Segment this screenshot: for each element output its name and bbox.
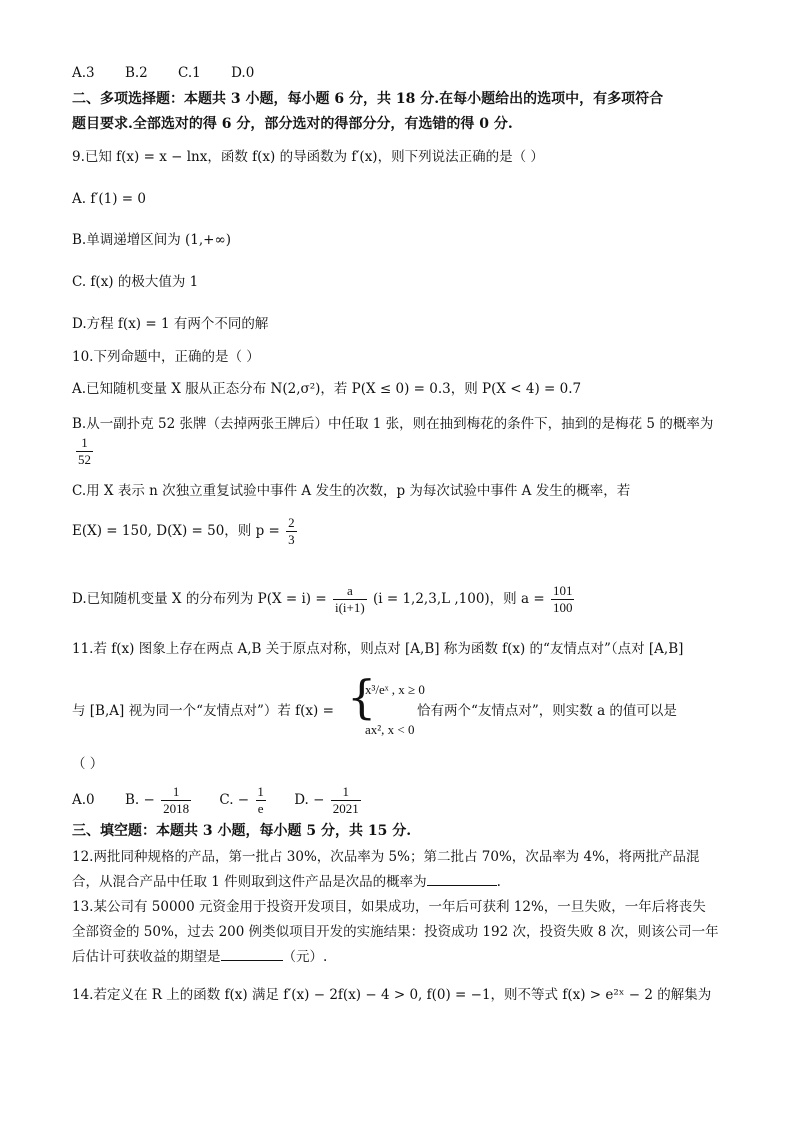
piecewise-case-2: ax², x < 0: [365, 722, 415, 737]
fraction: [255, 785, 266, 816]
denominator: e: [257, 801, 264, 816]
fraction: [551, 584, 575, 615]
q13-line2: 全部资金的 50%，过去 200 例类似项目开发的实施结果：投资成功 192 次，投资失败 8 次，则该公司一年: [72, 924, 719, 940]
q11-option-b: [124, 784, 197, 816]
q13-unit: （元）.: [282, 949, 328, 965]
numerator: 101: [552, 583, 573, 598]
denominator: 52: [78, 452, 91, 467]
q11-options: [72, 785, 363, 816]
q11-line1: 11.若 f(x) 图象上存在两点 A,B 关于原点对称，则点对 [A,B] 称为函数 f(x) 的“友情点对”（点对 [A,B]: [72, 641, 684, 657]
q10-option-c-line2: [72, 516, 299, 547]
q11-answer-paren: （ ）: [72, 756, 104, 772]
numerator: 1: [81, 435, 88, 450]
denominator: 2021: [332, 801, 359, 816]
option-c: C.1: [178, 65, 201, 81]
q9-option-b: B.单调递增区间为 (1,+∞): [72, 232, 231, 248]
denominator: 2018: [163, 801, 190, 816]
q10-d-mid: (i = 1,2,3,L ,100)，则 a =: [372, 591, 545, 607]
section2-heading-line1: 二、多项选择题：本题共 3 小题，每小题 6 分，共 18 分.在每小题给出的选项中，有多项符合: [72, 91, 664, 107]
piecewise-case-1: x³/eˣ , x ≥ 0: [365, 682, 425, 697]
q13-line3: [72, 948, 327, 966]
option-b-label: B. −: [124, 792, 155, 808]
q9-stem: 9.已知 f(x) = x − lnx，函数 f(x) 的导函数为 f′(x)，则下列说法正确的是（ ）: [72, 149, 544, 165]
q10-option-c-line1: C.用 X 表示 n 次独立重复试验中事件 A 发生的次数，p 为每次试验中事件 A 发生的概率，若: [72, 483, 631, 499]
option-c-label: C. −: [219, 792, 250, 808]
q11-line2-pre: 与 [B,A] 视为同一个“友情点对”）若 f(x) =: [72, 703, 334, 719]
q11-option-c: [219, 784, 272, 816]
q14-line1: 14.若定义在 R 上的函数 f(x) 满足 f′(x) − 2f(x) − 4 > 0, f(0) = −1，则不等式 f(x) > e²ˣ − 2 的解集为: [72, 987, 712, 1003]
q10-c-text: E(X) = 150, D(X) = 50，则 p =: [72, 523, 280, 539]
q11-option-d: [294, 784, 363, 816]
q13-line3-text: 后估计可获收益的期望是: [72, 949, 221, 965]
section3-heading: 三、填空题：本题共 3 小题，每小题 5 分，共 15 分.: [72, 823, 412, 839]
q11-option-a: A.0: [72, 792, 95, 808]
fraction: [286, 516, 297, 547]
fraction: [331, 785, 361, 816]
q10-option-d: [72, 584, 576, 615]
fraction: [76, 436, 93, 467]
q9-option-a: A. f′(1) = 0: [72, 191, 146, 207]
denominator: 100: [552, 600, 573, 615]
q12-line1: 12.两批同种规格的产品，第一批占 30%，次品率为 5%；第二批占 70%，次品率为 4%，将两批产品混: [72, 849, 700, 865]
numerator: 1: [172, 784, 180, 799]
q10-option-b: B.从一副扑克 52 张牌（去掉两张王牌后）中任取 1 张，则在抽到梅花的条件下，抽到的是梅花 5 的概率为: [72, 416, 714, 432]
option-a: A.3: [72, 65, 95, 81]
q10-option-a: A.已知随机变量 X 服从正态分布 N(2,σ²)，若 P(X ≤ 0) = 0.3，则 P(X < 4) = 0.7: [72, 381, 582, 397]
answer-blank: [427, 873, 497, 886]
q9-option-c: C. f(x) 的极大值为 1: [72, 274, 199, 290]
option-d: D.0: [231, 65, 255, 81]
q9-option-d: D.方程 f(x) = 1 有两个不同的解: [72, 316, 269, 332]
numerator: 1: [342, 784, 349, 799]
fraction: [333, 584, 367, 615]
q13-line1: 13.某公司有 50000 元资金用于投资开发项目，如果成功，一年后可获利 12%，一旦失败，一年后将丧失: [72, 899, 706, 915]
denominator: i(i+1): [334, 600, 365, 615]
numerator: 2: [288, 515, 295, 530]
option-d-label: D. −: [294, 792, 325, 808]
q10-d-pre: D.已知随机变量 X 的分布列为 P(X = i) =: [72, 591, 327, 607]
answer-blank: [221, 948, 283, 961]
q12-line2: 合，从混合产品中任取 1 件则取到这件产品是次品的概率为 .: [72, 874, 501, 890]
q10-b-fraction: [74, 436, 95, 467]
left-brace: {: [347, 670, 377, 724]
q12-line2-text: 合，从混合产品中任取 1 件则取到这件产品是次品的概率为: [72, 874, 427, 890]
option-b: B.2: [124, 65, 148, 81]
section2-heading-line2: 题目要求.全部选对的得 6 分，部分选对的得部分分，有选错的得 0 分.: [72, 116, 513, 132]
numerator: a: [346, 583, 353, 598]
q8-options: [72, 64, 280, 82]
fraction: [161, 785, 191, 816]
denominator: 3: [288, 532, 295, 547]
numerator: 1: [257, 784, 264, 799]
q11-line2-post: 恰有两个“友情点对”，则实数 a 的值可以是: [417, 703, 677, 719]
q10-stem: 10.下列命题中，正确的是（ ）: [72, 349, 260, 365]
